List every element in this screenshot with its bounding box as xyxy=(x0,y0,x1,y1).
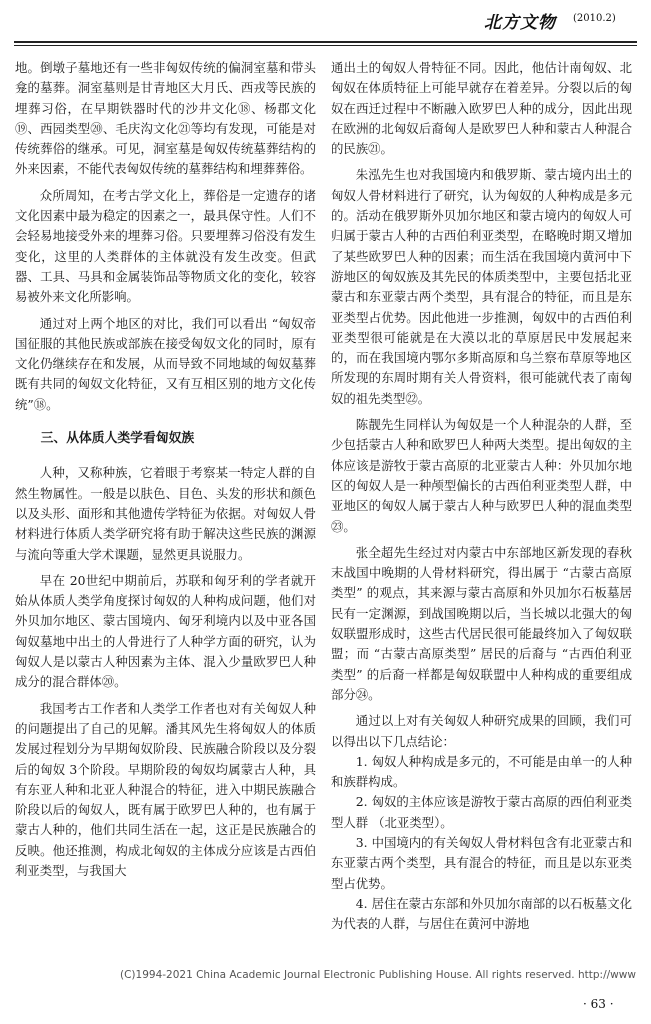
paragraph: 我国考古工作者和人类学工作者也对有关匈奴人种的问题提出了自己的见解。潘其风先生将匈奴人的体质发展过程划分为早期匈奴阶段、民族融合阶段以及分裂后的匈奴 3个阶段。早期阶段的匈奴均属蒙古人种，具有东亚人种和北亚人种混合的特征，进入中期民族融合阶段以后的匈奴人，既有属于欧罗巴人种的，也有属于蒙古人种的，他们共同生活在一起，这正是民族融合的反映。他还推测，构成北匈奴的主体成分应该是古西伯利亚类型，与我国大 xyxy=(15,700,316,878)
paragraph: 朱泓先生也对我国境内和俄罗斯、蒙古境内出土的匈奴人骨材料进行了研究，认为匈奴的人种构成是多元的。活动在俄罗斯外贝加尔地区和蒙古境内的匈奴人可归属于蒙古人种的古西伯利亚类型，在略晚时期又增加了某些欧罗巴人种的因素；而生活在我国境内黄河中下游地区的匈奴族及其先民的体质类型中，主要包括北亚蒙古和东亚蒙古两个类型，具有混合的特征，而且是东亚类型占优势。因此他进一步推测，匈奴中的古西伯利亚类型很可能就是在大漠以北的草原居民中发展起来的，而在我国境内鄂尔多斯高原和乌兰察布草原等地区所发现的东周时期有关人骨资料，很可能就代表了南匈奴的祖先类型㉒。 xyxy=(331,167,632,406)
paragraph: 张全超先生经过对内蒙古中东部地区新发现的春秋末战国中晚期的人骨材料研究，得出属于 “古蒙古高原类型” 的观点，其来源与蒙古高原和外贝加尔石板墓居民有一定渊源，到战国晚期以后，当长城以北强大的匈奴联盟形成时，这些古代居民很可能最终加入了匈奴联盟；而 “古蒙古高原类型” 居民的后裔与 “古西伯利亚类型” 的后裔一样都是匈奴联盟中人种构成的重要组成部分㉔。 xyxy=(331,544,632,702)
page-number: · 63 · xyxy=(583,997,614,1011)
left-column xyxy=(15,58,316,881)
paragraph: 地。倒墩子墓地还有一些非匈奴传统的偏洞室墓和带头龛的墓葬。洞室墓则是甘青地区大月氏、西戎等民族的埋葬习俗，在早期铁器时代的沙井文化⑱、杨郡文化⑲、西园类型⑳、毛庆沟文化㉑等均有发现，可能是对传统葬俗的继承。可见，洞室墓是匈奴传统墓葬结构的外来因素，不能代表匈奴传统的墓葬结构和埋葬葬俗。 xyxy=(15,60,316,177)
right-column xyxy=(331,58,632,934)
copyright-notice: (C)1994-2021 China Academic Journal Electronic Publishing House. All rights reserved. http://www xyxy=(120,969,636,981)
list-item: 1. 匈奴人种构成是多元的，不可能是由单一的人种和族群构成。 xyxy=(331,753,632,790)
paragraph: 陈靓先生同样认为匈奴是一个人种混杂的人群，至少包括蒙古人种和欧罗巴人种两大类型。提出匈奴的主体应该是游牧于蒙古高原的北亚蒙古人种：外贝加尔地区的匈奴人是一种颅型偏长的古西伯利亚类型人群，中亚地区的匈奴人属于蒙古人种与欧罗巴人种的混血类型㉓。 xyxy=(331,417,632,534)
list-item: 4. 居住在蒙古东部和外贝加尔南部的以石板墓文化为代表的人群，与居住在黄河中游地 xyxy=(331,895,632,932)
section-heading: 三、从体质人类学看匈奴族 xyxy=(40,431,195,447)
header-rule-thin xyxy=(14,45,637,46)
list-item: 2. 匈奴的主体应该是游牧于蒙古高原的西伯利亚类型人群 （北亚类型）。 xyxy=(331,794,632,830)
paragraph: 早在 20世纪中期前后，苏联和匈牙利的学者就开始从体质人类学角度探讨匈奴的人种构成问题，他们对外贝加尔地区、蒙古国境内、匈牙利境内以及中亚各国匈奴墓地中出土的人骨进行了人种学方面的研究，认为匈奴人是以蒙古人种因素为主体、混入少量欧罗巴人种成分的混合群体⑳。 xyxy=(15,572,316,690)
paragraph: 人种，又称种族，它着眼于考察某一特定人群的自然生物属性。一般是以肤色、目色、头发的形状和颜色以及头形、面形和其他遗传学特征为依据。对匈奴人骨材料进行体质人类学研究将有助于解决这些民族的渊源与流向等重大学术课题，显然更具说服力。 xyxy=(15,465,316,562)
page-header xyxy=(0,0,651,40)
header-rule-thick xyxy=(14,41,637,43)
paragraph: 通过以上对有关匈奴人种研究成果的回顾，我们可以得出以下几点结论： xyxy=(331,713,632,749)
paragraph: 众所周知，在考古学文化上，葬俗是一定遗存的诸文化因素中最为稳定的因素之一，最具保守性。人们不会轻易地接受外来的埋葬习俗。只要埋葬习俗没有发生变化，这里的人类群体的主体就没有发生改变。但武器、工具、马具和金属装饰品等物质文化的变化，较容易被外来文化所影响。 xyxy=(15,187,316,305)
paragraph: 通出土的匈奴人骨特征不同。因此，他估计南匈奴、北匈奴在体质特征上可能早就存在着差异。分裂以后的匈奴在西迁过程中不断融入欧罗巴人种的成分，因此出现在欧洲的北匈奴后裔匈人是欧罗巴人种和蒙古人种混合的民族㉑。 xyxy=(331,60,632,157)
journal-title: 北方文物 xyxy=(484,13,556,33)
paragraph: 通过对上两个地区的对比，我们可以看出 “匈奴帝国征服的其他民族或部族在接受匈奴文化的同时，原有文化仍继续存在和发展，从而导致不同地域的匈奴墓葬既有共同的匈奴文化特征，又有互相区别的地方文化传统”⑱。 xyxy=(15,315,316,412)
list-item: 3. 中国境内的有关匈奴人骨材料包含有北亚蒙古和东亚蒙古两个类型，具有混合的特征，而且是以东亚类型占优势。 xyxy=(331,834,632,891)
journal-issue: (2010.2) xyxy=(573,13,616,24)
